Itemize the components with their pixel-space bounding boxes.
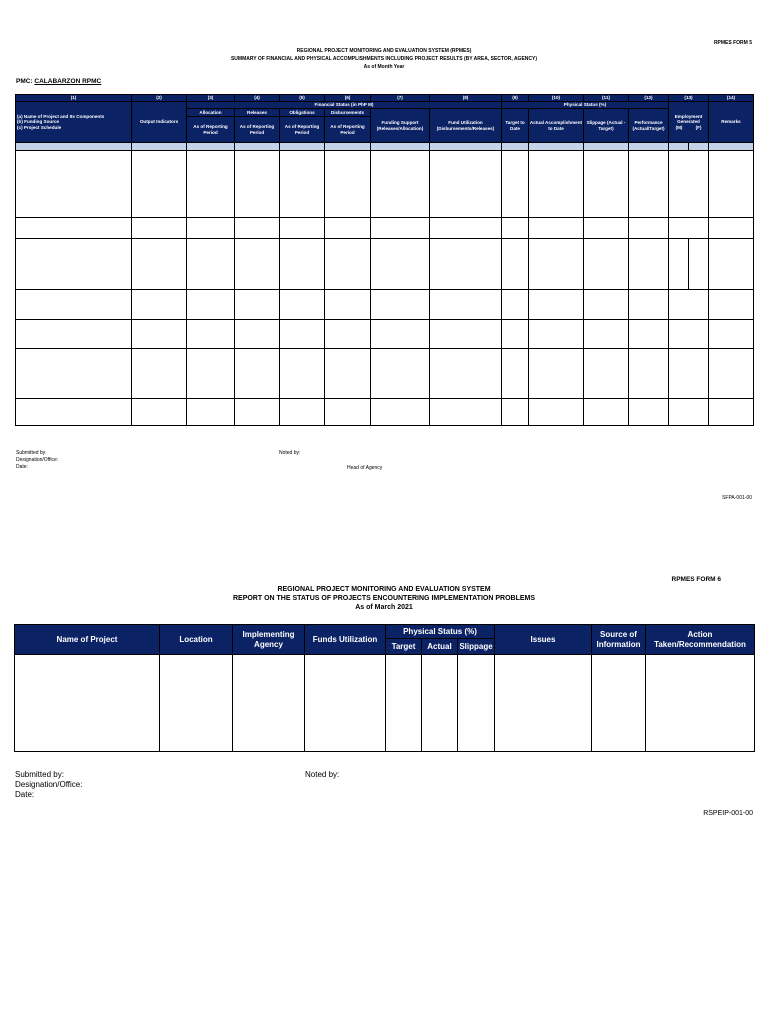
table-row (16, 218, 754, 239)
releases-header: Releases (235, 109, 280, 117)
col-number: (4) (235, 95, 280, 102)
col-number: (12) (629, 95, 669, 102)
physical-status-header: Physical Status (%) (502, 102, 669, 109)
fund-utilization-header: Fund Utilization (Disbursements/Releases) (430, 109, 502, 143)
allocation-header: Allocation (187, 109, 235, 117)
pmc-value: CALABARZON RPMC (34, 78, 102, 85)
target-header: Target to Date (502, 109, 529, 143)
funding-support-header: Funding Support (Releases/Allocation) (371, 109, 430, 143)
project-schedule-label: (c) Project Schedule (17, 124, 62, 130)
table-row (16, 290, 754, 320)
form5-period: As of Month Year (363, 64, 405, 70)
col-number: (7) (371, 95, 430, 102)
form5-subtitle: SUMMARY OF FINANCIAL AND PHYSICAL ACCOMPLISHMENTS INCLUDING PROJECT RESULTS (BY AREA, SECTOR, AGENCY) (230, 56, 538, 62)
col-number: (9) (502, 95, 529, 102)
form6-title: REGIONAL PROJECT MONITORING AND EVALUATION SYSTEM (277, 586, 491, 593)
table-row (16, 151, 754, 218)
performance-header: Performance (Actual/Target) (629, 109, 669, 143)
form5-noted-by: Noted by: (279, 450, 301, 456)
pmc-line (16, 78, 101, 85)
project-name-header: Name of Project (15, 625, 160, 655)
form5-code: SFPA-001-00 (722, 495, 752, 501)
source-header: Source of Information (592, 625, 646, 655)
target-header: Target (386, 639, 422, 655)
col-number: (1) (16, 95, 132, 102)
allocation-period-header: As of Reporting Period (187, 117, 235, 143)
financial-status-header: Financial Status (in PhP M) (187, 102, 502, 109)
slippage-header: Slippage (Actual - Target) (584, 109, 629, 143)
col-number: (10) (529, 95, 584, 102)
actual-header: Actual (422, 639, 458, 655)
obligations-period-header: As of Reporting Period (280, 117, 325, 143)
header-band (16, 143, 754, 151)
slippage-header: Slippage (458, 639, 495, 655)
table-row (16, 320, 754, 349)
form5-title: REGIONAL PROJECT MONITORING AND EVALUATION SYSTEM (RPMES) (296, 48, 472, 54)
male-label: (M) (675, 124, 683, 130)
obligations-header: Obligations (280, 109, 325, 117)
form6-subtitle: REPORT ON THE STATUS OF PROJECTS ENCOUNTERING IMPLEMENTATION PROBLEMS (232, 595, 536, 602)
disbursements-header: Disbursements (325, 109, 371, 117)
col-number: (3) (187, 95, 235, 102)
form6-submitted-by: Submitted by: (15, 770, 64, 779)
form6-period: As of March 2021 (355, 604, 413, 611)
form6-date: Date: (15, 790, 35, 799)
form6-code: RSPEIP-001-00 (703, 810, 753, 817)
issues-header: Issues (495, 625, 592, 655)
table-row (16, 399, 754, 426)
form6-number: RPMES FORM 6 (671, 576, 721, 583)
col-number: (6) (325, 95, 371, 102)
action-header: Action Taken/Recommendation (646, 625, 755, 655)
column-number-row (16, 95, 754, 102)
form6-noted-by: Noted by: (305, 770, 340, 779)
project-name-label: (a) Name of Project and Its Components (17, 113, 105, 119)
table-row (15, 655, 755, 752)
col-number: (2) (132, 95, 187, 102)
funding-source-label: (b) Funding Source (17, 119, 60, 125)
funds-utilization-header: Funds Utilization (305, 625, 386, 655)
actual-header: Actual Accomplishment to Date (529, 109, 584, 143)
remarks-header: Remarks (709, 102, 754, 143)
form5-designation: Designation/Office: (16, 457, 59, 463)
col-number: (11) (584, 95, 629, 102)
pmc-label: PMC: (16, 78, 33, 85)
implementing-agency-header: Implementing Agency (233, 625, 305, 655)
form5-number: RPMES FORM 5 (713, 40, 752, 46)
form6-table (14, 624, 755, 752)
col-number: (13) (669, 95, 709, 102)
physical-status-header: Physical Status (%) (386, 625, 495, 639)
col-number: (14) (709, 95, 754, 102)
form5-submitted-by: Submitted by: (16, 450, 47, 456)
disbursements-period-header: As of Reporting Period (325, 117, 371, 143)
project-header (16, 102, 132, 143)
form5-date: Date: (16, 464, 28, 470)
head-of-agency: Head of Agency (347, 465, 383, 471)
location-header: Location (160, 625, 233, 655)
female-label: (F) (695, 124, 702, 130)
col-number: (5) (280, 95, 325, 102)
employment-header: Employment Generated (M) (F) (669, 102, 709, 143)
output-indicators-header: Output Indicators (132, 102, 187, 143)
form5-table (15, 94, 754, 426)
form6-designation: Designation/Office: (15, 780, 83, 789)
releases-period-header: As of Reporting Period (235, 117, 280, 143)
col-number: (8) (430, 95, 502, 102)
table-row (16, 349, 754, 399)
table-row (16, 239, 754, 290)
